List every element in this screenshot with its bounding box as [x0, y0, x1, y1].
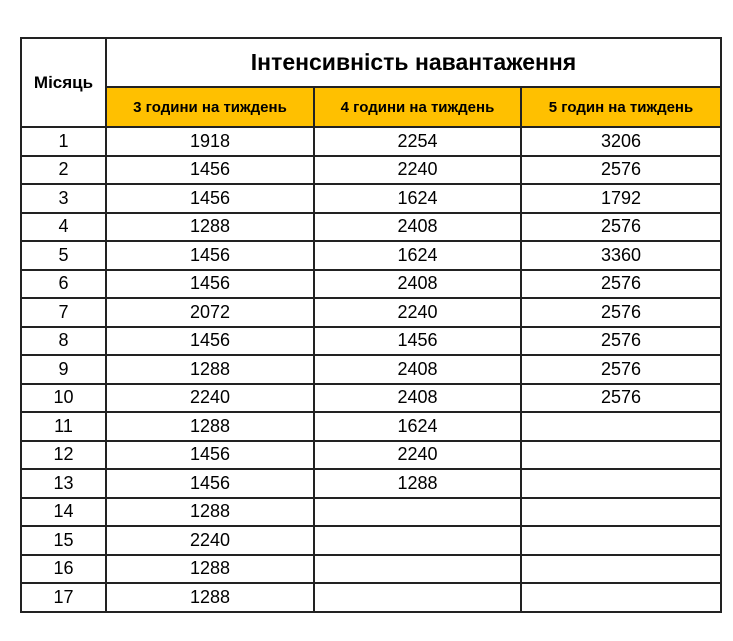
table-row — [21, 555, 721, 584]
table-row — [21, 213, 721, 242]
value-cell — [314, 555, 521, 584]
value-cell: 1456 — [106, 441, 314, 470]
value-cell: 1288 — [106, 355, 314, 384]
value-cell: 2240 — [106, 384, 314, 413]
table-row — [21, 127, 721, 156]
value-cell — [521, 583, 721, 612]
value-cell: 1456 — [106, 327, 314, 356]
value-cell — [314, 498, 521, 527]
value-cell: 2576 — [521, 384, 721, 413]
month-cell: 7 — [21, 298, 106, 327]
value-cell — [314, 583, 521, 612]
month-cell: 12 — [21, 441, 106, 470]
table-row — [21, 184, 721, 213]
month-cell: 8 — [21, 327, 106, 356]
value-cell: 2072 — [106, 298, 314, 327]
value-cell: 2240 — [314, 156, 521, 185]
value-cell: 1624 — [314, 184, 521, 213]
table-row — [21, 526, 721, 555]
value-cell — [521, 526, 721, 555]
table-row — [21, 441, 721, 470]
value-cell — [314, 526, 521, 555]
value-cell: 2576 — [521, 355, 721, 384]
month-cell: 14 — [21, 498, 106, 527]
table-row — [21, 270, 721, 299]
value-cell: 2576 — [521, 213, 721, 242]
table-body — [21, 127, 721, 612]
value-cell: 1288 — [106, 498, 314, 527]
value-cell: 2576 — [521, 270, 721, 299]
value-cell: 1456 — [106, 270, 314, 299]
month-cell: 11 — [21, 412, 106, 441]
value-cell: 2254 — [314, 127, 521, 156]
month-cell: 9 — [21, 355, 106, 384]
value-cell — [521, 441, 721, 470]
value-cell: 1288 — [106, 213, 314, 242]
value-cell: 2576 — [521, 327, 721, 356]
month-cell: 6 — [21, 270, 106, 299]
month-cell: 16 — [21, 555, 106, 584]
value-cell: 1624 — [314, 241, 521, 270]
month-cell: 13 — [21, 469, 106, 498]
value-cell: 1288 — [106, 412, 314, 441]
value-cell: 1456 — [106, 184, 314, 213]
value-cell: 1456 — [106, 241, 314, 270]
month-cell: 10 — [21, 384, 106, 413]
value-cell — [521, 555, 721, 584]
table-row — [21, 156, 721, 185]
month-cell: 1 — [21, 127, 106, 156]
table-row — [21, 355, 721, 384]
table-row — [21, 469, 721, 498]
value-cell: 2576 — [521, 298, 721, 327]
value-cell: 2408 — [314, 384, 521, 413]
value-cell: 2240 — [314, 298, 521, 327]
value-cell: 2240 — [106, 526, 314, 555]
table-row — [21, 384, 721, 413]
table-row — [21, 298, 721, 327]
table-row — [21, 412, 721, 441]
value-cell: 1624 — [314, 412, 521, 441]
value-cell: 1792 — [521, 184, 721, 213]
month-cell: 15 — [21, 526, 106, 555]
month-cell: 4 — [21, 213, 106, 242]
value-cell: 2576 — [521, 156, 721, 185]
month-cell: 5 — [21, 241, 106, 270]
value-cell: 1288 — [106, 555, 314, 584]
value-cell: 1456 — [106, 469, 314, 498]
subheader-row — [21, 87, 721, 127]
value-cell — [521, 498, 721, 527]
value-cell: 1288 — [106, 583, 314, 612]
table-row — [21, 241, 721, 270]
value-cell: 1918 — [106, 127, 314, 156]
value-cell: 2408 — [314, 355, 521, 384]
table-title: Інтенсивність навантаження — [106, 38, 721, 87]
value-cell — [521, 469, 721, 498]
month-cell: 3 — [21, 184, 106, 213]
value-cell: 2408 — [314, 213, 521, 242]
column-header-4h: 4 години на тиждень — [314, 87, 521, 127]
value-cell: 2240 — [314, 441, 521, 470]
value-cell: 3206 — [521, 127, 721, 156]
header-row — [21, 38, 721, 87]
month-header: Місяць — [21, 38, 106, 127]
value-cell: 2408 — [314, 270, 521, 299]
load-intensity-table — [20, 37, 722, 613]
value-cell — [521, 412, 721, 441]
column-header-5h: 5 годин на тиждень — [521, 87, 721, 127]
table-row — [21, 583, 721, 612]
table-row — [21, 327, 721, 356]
value-cell: 3360 — [521, 241, 721, 270]
value-cell: 1456 — [314, 327, 521, 356]
month-cell: 2 — [21, 156, 106, 185]
value-cell: 1288 — [314, 469, 521, 498]
table-row — [21, 498, 721, 527]
month-cell: 17 — [21, 583, 106, 612]
column-header-3h: 3 години на тиждень — [106, 87, 314, 127]
value-cell: 1456 — [106, 156, 314, 185]
